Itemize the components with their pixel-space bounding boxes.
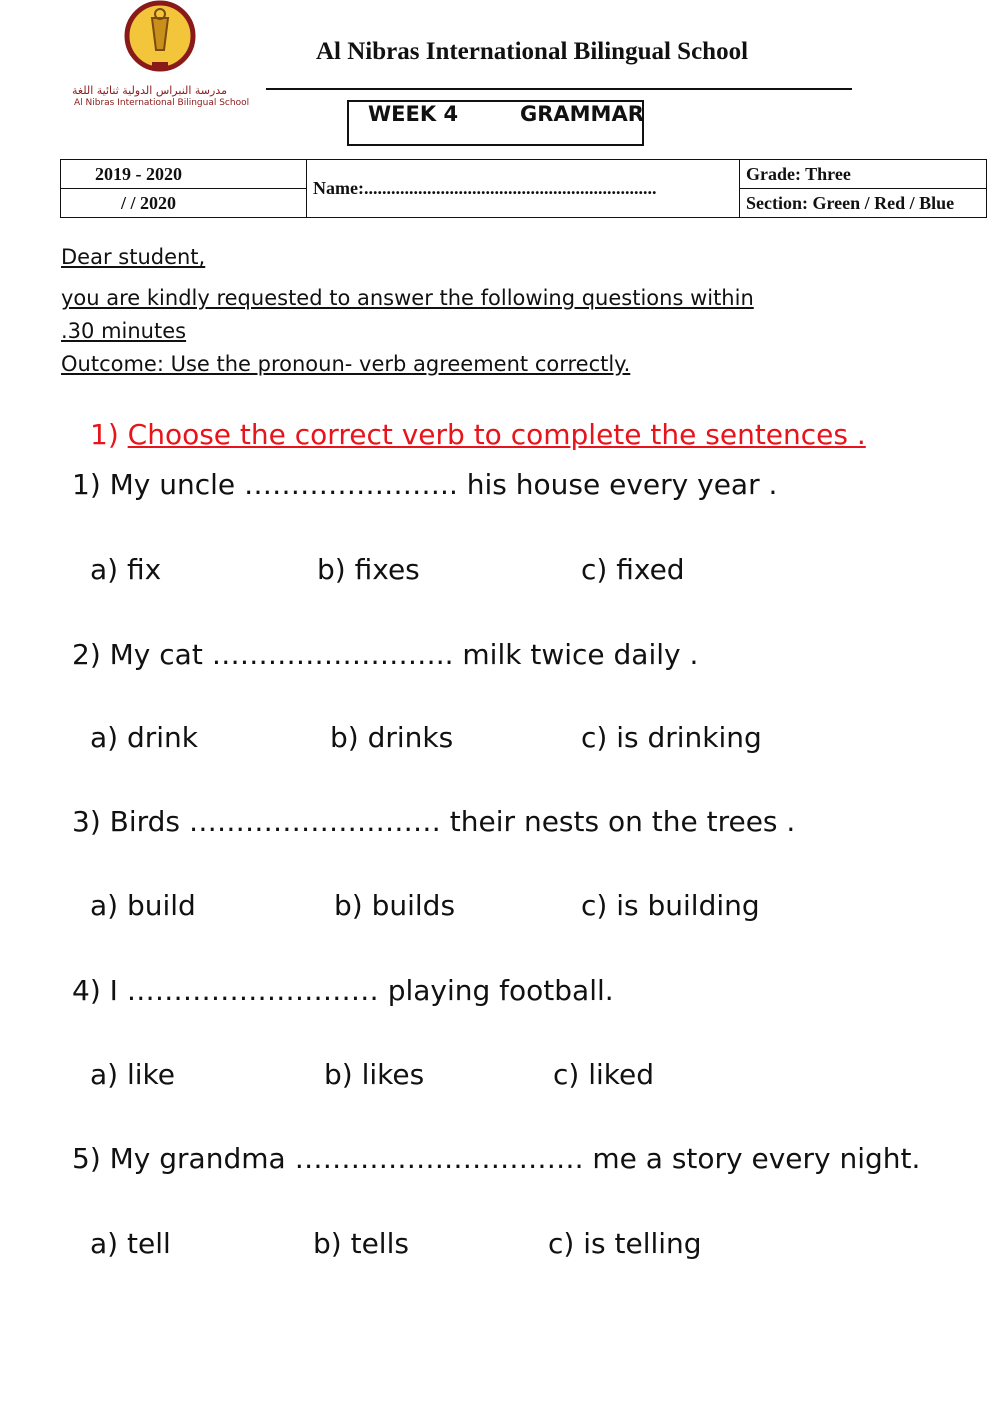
student-info-table <box>60 159 987 218</box>
option-c[interactable]: c) is building <box>581 889 760 922</box>
option-a[interactable]: a) build <box>90 889 196 922</box>
option-b[interactable]: b) drinks <box>330 721 454 754</box>
logo-text-arabic: مدرسة النبراس الدولية ثنائية اللغة <box>72 84 228 97</box>
name-field[interactable]: Name:................................................................. <box>307 160 740 218</box>
task-number: 1) <box>90 418 119 451</box>
option-a[interactable]: a) fix <box>90 553 162 586</box>
option-c[interactable]: c) is drinking <box>581 721 762 754</box>
question-3: 3) Birds ……………………… their nests on the trees . <box>72 805 796 838</box>
option-c[interactable]: c) liked <box>553 1058 654 1091</box>
question-1: 1) My uncle ………………….. his house every year . <box>72 468 778 501</box>
logo-text-english: Al Nibras International Bilingual School <box>74 98 250 108</box>
instruction-line-2: .30 minutes <box>61 319 187 343</box>
task-title <box>90 418 866 451</box>
date-cell[interactable]: / / 2020 <box>61 189 307 218</box>
question-5: 5) My grandma …………………………. me a story every night. <box>72 1142 921 1175</box>
week-label: WEEK 4 <box>368 102 459 126</box>
option-c[interactable]: c) fixed <box>581 553 685 586</box>
outcome: Outcome: Use the pronoun- verb agreement correctly. <box>61 352 631 376</box>
option-a[interactable]: a) like <box>90 1058 175 1091</box>
task-text: Choose the correct verb to complete the sentences . <box>127 418 866 451</box>
grade-cell: Grade: Three <box>740 160 987 189</box>
subject-label: GRAMMAR <box>520 102 644 126</box>
option-a[interactable]: a) drink <box>90 721 199 754</box>
option-b[interactable]: b) builds <box>334 889 456 922</box>
option-b[interactable]: b) likes <box>324 1058 425 1091</box>
school-logo-icon <box>122 0 198 76</box>
section-cell: Section: Green / Red / Blue <box>740 189 987 218</box>
question-2: 2) My cat …………………….. milk twice daily . <box>72 638 699 671</box>
school-name: Al Nibras International Bilingual School <box>316 38 749 65</box>
instruction-line-1: you are kindly requested to answer the following questions within <box>61 286 754 310</box>
greeting: Dear student, <box>61 245 206 269</box>
option-b[interactable]: b) tells <box>313 1227 409 1260</box>
option-c[interactable]: c) is telling <box>548 1227 702 1260</box>
question-4: 4) I ……………………… playing football. <box>72 974 614 1007</box>
option-a[interactable]: a) tell <box>90 1227 171 1260</box>
year-cell: 2019 - 2020 <box>61 160 307 189</box>
header-rule <box>266 88 852 90</box>
option-b[interactable]: b) fixes <box>317 553 420 586</box>
